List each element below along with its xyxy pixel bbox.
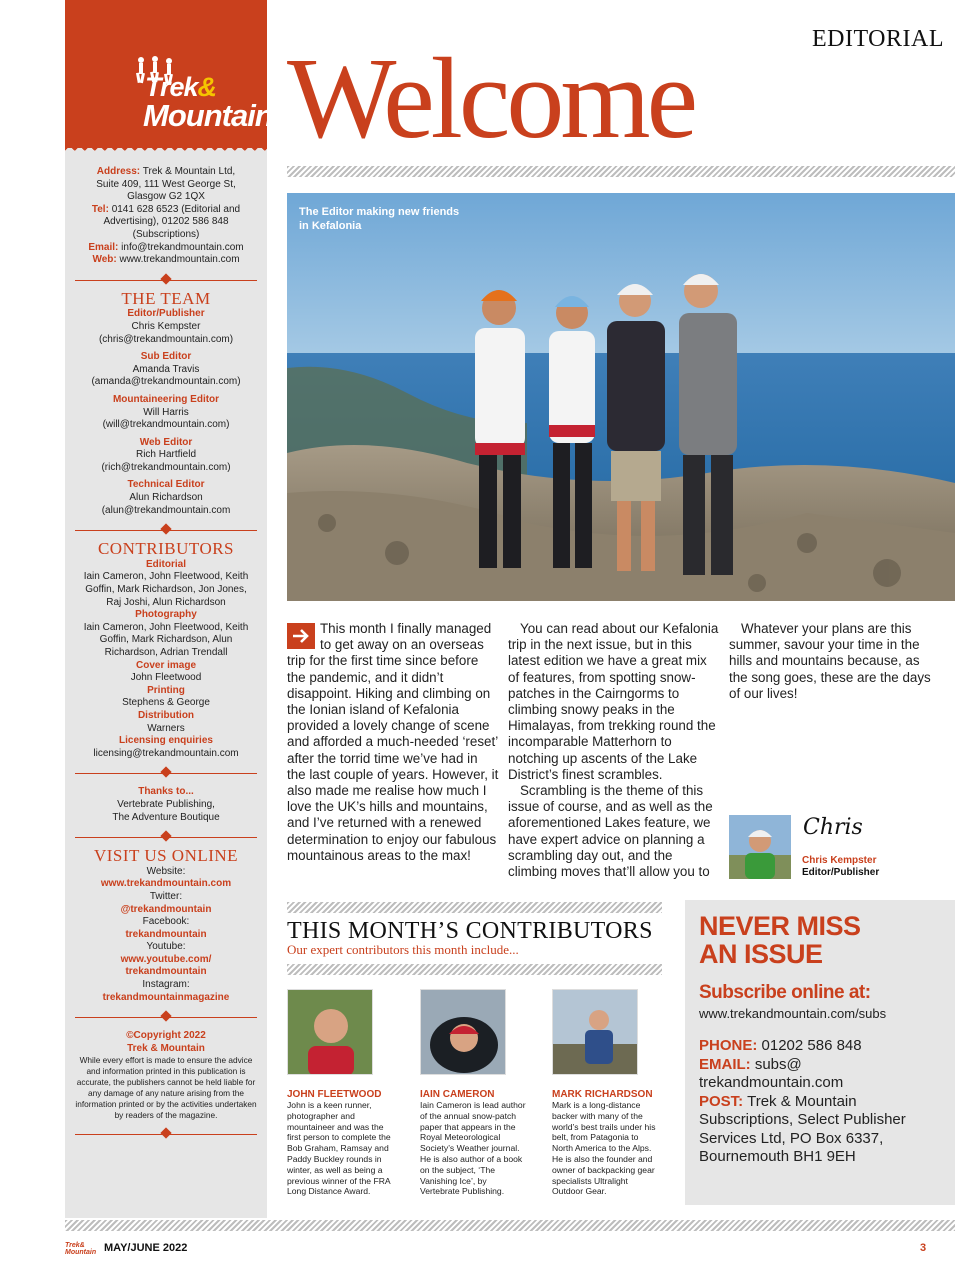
team-member: Editor/Publisher Chris Kempster (chris@trekandmountain.com) (65, 308, 267, 346)
contributor-card: MARK RICHARDSON Mark is a long-distance backer with many of the world’s best trails under his belt, from Patagonia to North America to the Alps. He is also the founder and owner of backpacking gear specialists Ultralight Outdoor Gear. (552, 989, 658, 1197)
subscribe-link[interactable]: www.trekandmountain.com/subs (699, 1006, 887, 1021)
paragraph-4: Whatever your plans are this summer, savour your time in the hills and mountains because, as the song goes, these are the days of our lives! (729, 621, 931, 701)
subscribe-contact: PHONE: 01202 586 848 EMAIL: subs@ trekandmountain.com POST: Trek & Mountain Subscriptions, Select Publisher Services Ltd, PO Box 6337, Bournemouth BH1 9EH (699, 1037, 906, 1165)
divider (75, 523, 257, 537)
divider (75, 1127, 257, 1141)
website-link[interactable]: www.trekandmountain.com (119, 254, 240, 266)
online-link[interactable]: trekandmountain (125, 928, 207, 940)
editor-signoff: Chris Chris Kempster Editor/Publisher (729, 815, 955, 879)
masthead-sidebar (65, 0, 273, 1218)
contributor-card: IAIN CAMERON Iain Cameron is lead author of the annual snow-patch paper that appears in the Royal Meteorological Society’s Weather journal. He is also author of a book on the subject, ‘The Vanishing Ice’, by Vertebrate Publishing. (420, 989, 526, 1197)
hatch-divider (65, 1220, 955, 1231)
subscribe-heading: NEVER MISS AN ISSUE (699, 911, 861, 969)
editor-avatar (729, 815, 791, 879)
divider (75, 766, 257, 780)
online-link[interactable]: @trekandmountain (120, 903, 212, 915)
subscribe-online-label: Subscribe online at: (699, 982, 871, 1003)
hatch-divider (287, 166, 955, 177)
contributors-title: THIS MONTH’S CONTRIBUTORS (287, 918, 653, 944)
team-email-link[interactable]: (amanda@trekandmountain.com) (91, 376, 241, 388)
contributor-card: JOHN FLEETWOOD John is a keen runner, photographer and mountaineer and was the first person to complete the Bob Graham, Ramsay and Paddy Buckley rounds in winter, as well as being a previous winner of the FRA Long Distance Award. (287, 989, 393, 1197)
team-email-link[interactable]: (rich@trekandmountain.com) (101, 461, 231, 473)
online-link[interactable]: www.trekandmountain.com (100, 878, 232, 890)
divider (75, 273, 257, 287)
paragraph-3: Scrambling is the theme of this issue of course, and as well as the aforementioned Lakes feature, we have expert advice on planning a scrambling day out, and the climbing moves that’ll allow you to (508, 783, 713, 879)
contributors-list: Editorial Iain Cameron, John Fleetwood, Keith Goffin, Mark Richardson, Jon Jones, Raj Joshi, Alun Richardson Photography Iain Cameron, John Fleetwood, Keith Goffin, Mark Richardson, Alun Richardson, Adrian Trendall Cover image John Fleetwood Printing Stephens & George Distribution Warners Licensing enquiries licensing@trekandmountain.com (65, 559, 267, 761)
contact-email-link[interactable]: info@trekandmountain.com (121, 241, 244, 253)
subscribe-post: Trek & Mountain Subscriptions, Select Publisher Services Ltd, PO Box 6337, Bournemouth BH1 9EH (699, 1092, 906, 1165)
team-email-link[interactable]: (will@trekandmountain.com) (102, 419, 230, 431)
team-email-link[interactable]: (chris@trekandmountain.com) (98, 333, 234, 345)
brand-logo[interactable] (65, 0, 273, 148)
climbers-illustration (287, 193, 955, 601)
editorial-text (287, 621, 955, 883)
page-title: Welcome (287, 35, 695, 163)
contributors-subtitle: Our expert contributors this month include... (287, 942, 519, 957)
subscribe-phone[interactable]: 01202 586 848 (761, 1037, 862, 1054)
online-list: Website: www.trekandmountain.com Twitter: @trekandmountain Facebook: trekandmountain Youtube: www.youtube.com/ trekandmountain Instagram: trekandmountainmagazine (65, 866, 267, 1005)
team-member: Web Editor Rich Hartfield (rich@trekandmountain.com) (65, 437, 267, 475)
team-member: Mountaineering Editor Will Harris (will@trekandmountain.com) (65, 394, 267, 432)
online-heading: VISIT US ONLINE (93, 846, 239, 866)
page-number: 3 (920, 1242, 927, 1254)
logo-trek: Trek& (145, 72, 217, 102)
logo-mountain: Mountain (143, 98, 273, 133)
column-3 (729, 621, 941, 807)
team-email-link[interactable]: (alun@trekandmountain.com (101, 504, 231, 516)
divider (75, 1010, 257, 1024)
online-link[interactable]: www.youtube.com/ trekandmountain (120, 953, 212, 978)
disclaimer: While every effort is made to ensure the advice and information printed in this publication is accurate, the publishers cannot be held liable for any damage of any nature arising from the information printed or by the activities undertaken by readers of the magazine. (75, 1055, 257, 1121)
thanks-block: Thanks to... Vertebrate Publishing, The Adventure Boutique (112, 786, 220, 823)
team-member: Technical Editor Alun Richardson (alun@trekandmountain.com (65, 479, 267, 517)
column-1 (287, 621, 499, 879)
address-block: Address: Trek & Mountain Ltd, Suite 409, 111 West George St, Glasgow G2 1QX Tel: 0141 628 6523 (Editorial and Advertising), 01202 586 848 (Subscriptions) Email: info@trekandmountain.com Web: www.trekandmountain.com (88, 166, 244, 266)
hatch-divider (287, 902, 662, 913)
photo-caption: The Editor making new friends in Kefalonia (299, 206, 460, 232)
online-link[interactable]: trekandmountainmagazine (102, 991, 230, 1003)
copyright-block: ©Copyright 2022 Trek & Mountain While every effort is made to ensure the advice and information printed in this publication is accurate, the publishers cannot be held liable for any damage of any nature arising from the information printed or by the activities undertaken by readers of the magazine. (65, 1030, 267, 1121)
signature: Chris (803, 815, 863, 840)
contributor-photo (552, 989, 638, 1075)
arrow-right-icon (287, 623, 315, 649)
paragraph-1: This month I finally managed to get away on an overseas trip for the first time since before the pandemic, and it didn’t disappoint. Hiking and climbing on the Ionian island of Kefalonia provided a lovely change of scene and afforded a much-needed ‘reset’ after the torrid time we’ve had in the last couple of years. However, it also made me realise how much I love the UK’s hills and mountains, and I’ve returned with a renewed determination to enjoy our fabulous mountainous areas to the max! (287, 621, 499, 863)
hatch-divider (287, 964, 662, 975)
subscribe-email[interactable]: subs@ trekandmountain.com (699, 1055, 844, 1091)
team-list (65, 308, 267, 517)
editor-photo (287, 193, 955, 601)
contributor-photo (287, 989, 373, 1075)
paragraph-2: You can read about our Kefalonia trip in the next issue, but in this latest edition we have a great mix of features, from spotting snow-patches in the Cairngorms to climbing snowy peaks in the Himalayas, from trekking round the incomparable Matterhorn to notching up ascents of the Lake District’s finest scrambles. (508, 621, 719, 782)
divider (75, 830, 257, 844)
masthead-content (65, 166, 267, 1147)
team-heading: THE TEAM (121, 288, 211, 308)
section-label: EDITORIAL (811, 26, 944, 52)
contributors-heading: CONTRIBUTORS (97, 539, 235, 559)
contributor-photo (420, 989, 506, 1075)
issue-date: MAY/JUNE 2022 (104, 1242, 188, 1254)
subscribe-panel (685, 900, 955, 1205)
team-member: Sub Editor Amanda Travis (amanda@trekandmountain.com) (65, 351, 267, 389)
footer-logo: Trek& Mountain (65, 1242, 97, 1256)
licensing-email-link[interactable]: licensing@trekandmountain.com (93, 747, 239, 759)
column-2 (508, 621, 720, 879)
